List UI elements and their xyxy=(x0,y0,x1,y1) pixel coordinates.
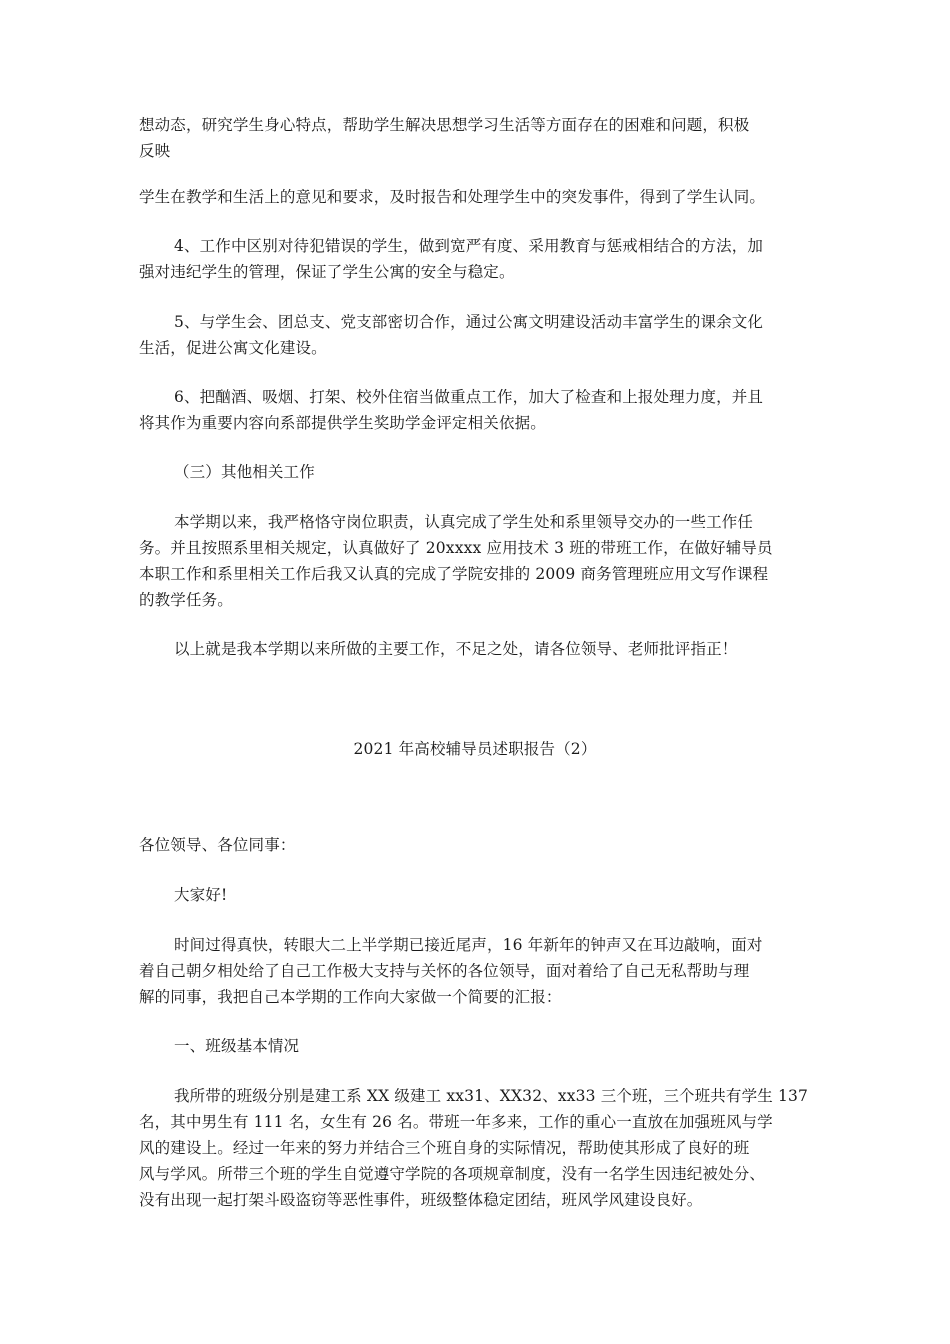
section-heading: （三）其他相关工作 xyxy=(174,463,315,481)
paragraph-line: 解的同事，我把自己本学期的工作向大家做一个简要的汇报： xyxy=(139,988,562,1006)
paragraph-line: 名，其中男生有 111 名，女生有 26 名。带班一年多来，工作的重心一直放在加强班风与学 xyxy=(139,1113,773,1131)
paragraph-line: 想动态，研究学生身心特点，帮助学生解决思想学习生活等方面存在的困难和问题，积极 xyxy=(139,116,750,134)
greeting: 大家好! xyxy=(174,886,228,904)
paragraph-line: 着自己朝夕相处给了自己工作极大支持与关怀的各位领导，面对着给了自己无私帮助与理 xyxy=(139,962,750,980)
list-item-5-line: 5、与学生会、团总支、党支部密切合作，通过公寓文明建设活动丰富学生的课余文化 xyxy=(174,313,764,331)
paragraph-line: 反映 xyxy=(139,142,171,160)
paragraph-line: 学生在教学和生活上的意见和要求，及时报告和处理学生中的突发事件，得到了学生认同。 xyxy=(139,188,766,206)
paragraph-line: 时间过得真快，转眼大二上半学期已接近尾声，16 年新年的钟声又在耳边敲响，面对 xyxy=(174,936,763,954)
paragraph-line: 我所带的班级分别是建工系 XX 级建工 xx31、XX32、xx33 三个班，三个班共有学生 137 xyxy=(174,1087,808,1105)
paragraph-line: 没有出现一起打架斗殴盗窃等恶性事件，班级整体稳定团结，班风学风建设良好。 xyxy=(139,1191,703,1209)
salutation: 各位领导、各位同事： xyxy=(139,836,296,854)
paragraph-line: 本学期以来，我严格恪守岗位职责，认真完成了学生处和系里领导交办的一些工作任 xyxy=(174,513,754,531)
list-item-4-line: 4、工作中区别对待犯错误的学生，做到宽严有度、采用教育与惩戒相结合的方法，加 xyxy=(174,237,764,255)
paragraph-line: 风的建设上。经过一年来的努力并结合三个班自身的实际情况，帮助使其形成了良好的班 xyxy=(139,1139,750,1157)
list-item-6-line: 将其作为重要内容向系部提供学生奖助学金评定相关依据。 xyxy=(139,414,546,432)
closing-paragraph: 以上就是我本学期以来所做的主要工作，不足之处，请各位领导、老师批评指正！ xyxy=(174,640,738,658)
paragraph-line: 务。并且按照系里相关规定，认真做好了 20xxxx 应用技术 3 班的带班工作，在做好辅导员 xyxy=(139,539,773,557)
list-item-5-line: 生活，促进公寓文化建设。 xyxy=(139,339,327,357)
paragraph-line: 风与学风。所带三个班的学生自觉遵守学院的各项规章制度，没有一名学生因违纪被处分、 xyxy=(139,1165,766,1183)
list-item-6-line: 6、把酗酒、吸烟、打架、校外住宿当做重点工作，加大了检查和上报处理力度，并且 xyxy=(174,388,764,406)
paragraph-line: 本职工作和系里相关工作后我又认真的完成了学院安排的 2009 商务管理班应用文写作课程 xyxy=(139,565,769,583)
list-item-4-line: 强对违纪学生的管理，保证了学生公寓的安全与稳定。 xyxy=(139,263,515,281)
paragraph-line: 的教学任务。 xyxy=(139,591,233,609)
report-title: 2021 年高校辅导员述职报告（2） xyxy=(353,740,597,758)
section-heading: 一、班级基本情况 xyxy=(174,1037,300,1055)
